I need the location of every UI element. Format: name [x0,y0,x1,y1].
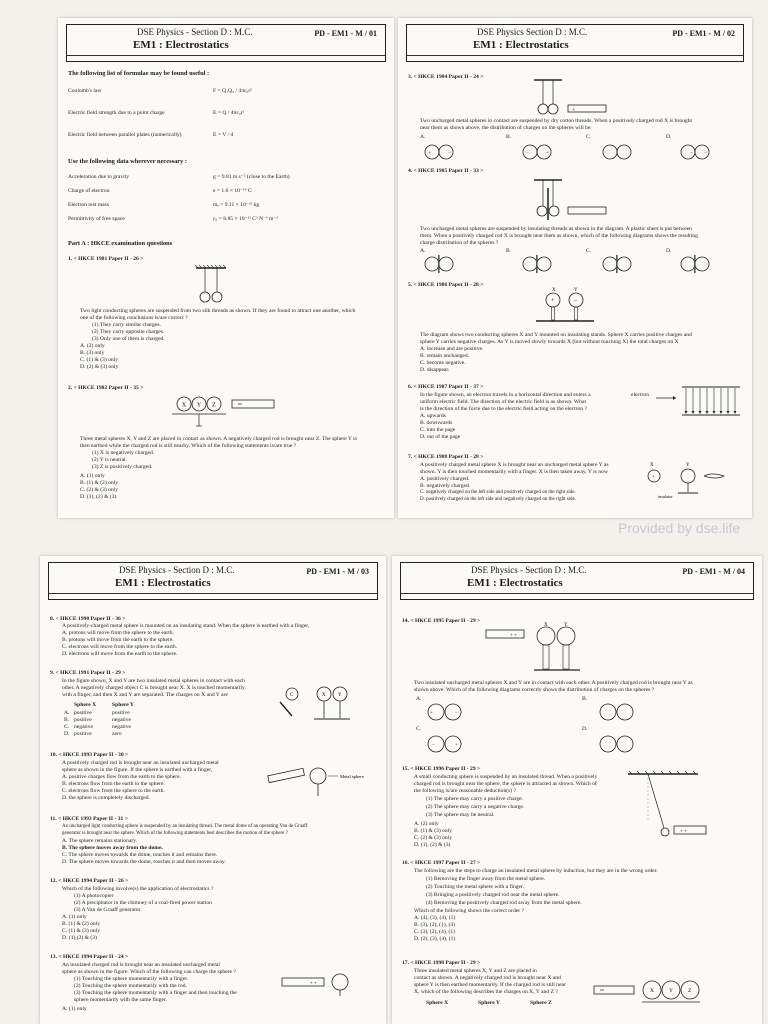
statement: (3) A Van de Graaff generator [74,907,141,913]
page-header [66,24,386,62]
svg-text:Metal sphere: Metal sphere [340,774,364,779]
question-head: 13. < HKCE 1994 Paper II - 24 > [50,954,129,960]
option: D. the sphere is completely discharged. [62,795,150,801]
svg-text:+ +: + + [680,829,687,835]
row-letter: A. [64,710,70,716]
option: A. (1) only [80,473,105,479]
question-text: charged rod is brought near the sphere, the sphere is attracted as shown. Which of [414,781,597,787]
option: A. [420,248,426,254]
data-value: g = 9.81 m s⁻² (close to the Earth) [213,174,290,180]
question-text: sphere as shown in the figure. Which of the following can charge the sphere ? [62,969,236,975]
option: A. [416,696,422,702]
svg-text:+: + [428,151,431,156]
option: B. electrons flow from the earth to the sphere. [62,781,165,787]
page-header [400,562,754,600]
cell: positive [112,710,130,716]
option: D. (1), (2) & (3) [414,842,451,848]
question-text: shown above. Which of the following diagrams correctly shows the distribution of charges on the spheres ? [414,687,655,693]
question-text: A positively charged metal sphere X is brought near an uncharged metal sphere Y as [420,462,609,468]
statement: (1) Removing the finger away from the metal sphere. [426,876,546,882]
question-head: 1. < HKCE 1981 Paper II - 26 > [68,256,144,262]
svg-text:Y: Y [686,463,690,468]
q1-figure [196,266,236,306]
statement: (2) They carry opposite charges. [92,329,165,335]
question-head: 4. < HKCE 1985 Paper II - 33 > [408,168,484,174]
svg-text:Y: Y [669,988,673,994]
q10-figure [266,758,376,798]
option: C. into the page [420,427,456,433]
question-head: 17. < HKCE 1998 Paper II - 29 > [402,960,481,966]
cell: positive [74,717,92,723]
svg-text:−: − [690,151,693,156]
svg-text:−: − [704,151,707,156]
data-name: Acceleration due to gravity [68,174,130,180]
statement: (1) They carry similar charges. [92,322,161,328]
data-heading: Use the following data wherever necessary : [68,158,188,165]
q9-figure [276,682,376,726]
cell: negative [112,724,131,730]
q2-figure [170,392,280,428]
question-head: 15. < HKCE 1996 Paper II - 29 > [402,766,481,772]
q7-figure [646,458,746,498]
option: D. [666,134,672,140]
option: B. (1) & (2) only [62,921,101,927]
question-text: one of the following conclusions is/are correct ? [80,315,188,321]
question-text: In the figure shown, X and Y are two insulated metal spheres in contact with each [62,678,245,684]
formula-name: Electric field between parallel plates (numerically) [68,132,182,138]
option: A. protons will move from the sphere to the earth. [62,630,175,636]
option: C. The sphere moves towards the dome, touches it and remains there. [62,852,218,858]
question-text: the following is/are reasonable deduction(s) ? [414,788,517,794]
question-text: other. A negatively charged object C is brought near X. X is touched momentarily [62,685,245,691]
option: C. (2) & (3) only [80,487,119,493]
q4-figure [528,178,608,222]
question-text: them. When a positively charged rod X is brought near them as shown, which of the following diagrams shows the resulting [420,233,698,239]
page-04 [392,556,762,1024]
formula-expr: E = Q / 4πε₀r² [213,110,245,116]
q3-options-figure [424,142,734,164]
question-text: sphere as shown in the figure. If the sphere is earthed with a finger, [62,767,213,773]
option: C. [586,134,592,140]
option: B. (1) & (3) only [414,828,453,834]
svg-text:−: − [526,151,529,156]
option: A. (4), (3), (4), (1) [414,915,456,921]
svg-text:−: − [432,743,435,748]
sphere-label: X [181,402,187,409]
header-subtitle: EM1 : Electrostatics [467,577,563,589]
question-text: charge distribution of the spheres ? [420,240,499,246]
q13-figure [280,966,376,996]
q14-figure [484,620,604,676]
table-header: Sphere Y [112,702,134,708]
question-head: 12. < HKCE 1994 Paper II - 26 > [50,878,129,884]
header-subtitle: EM1 : Electrostatics [473,39,569,51]
formula-heading: The following list of formulae may be found useful : [68,70,210,77]
question-text: The diagram shows two conducting spheres X and Y mounted on insulating stands. Sphere X carries positive charges and [420,332,692,338]
option: A. upwards [420,413,446,419]
svg-text:X: X [650,988,654,994]
option: C. electrons flow from the sphere to the earth. [62,788,165,794]
data-value: mₑ = 9.11 × 10⁻³¹ kg [213,202,260,208]
question-text: Which of the following involve(s) the application of electrostatics ? [62,886,214,892]
header-subtitle: EM1 : Electrostatics [115,577,211,589]
q14-options-figure [426,702,676,758]
option: B. negatively charged. [420,483,471,489]
option: D. out of the page [420,434,461,440]
svg-text:−: − [455,711,458,716]
statement: (1) Touching the sphere momentarily with a finger. [74,976,189,982]
cell: zero [112,731,122,737]
electron-label: electron [631,392,650,398]
option: A. positively charged. [420,476,470,482]
svg-text:−: − [574,298,578,304]
question-text: then earthed while the charged rod is still nearby. Which of the following statements is/are true ? [80,443,297,449]
svg-text:X: X [544,623,548,628]
option: B. remain unchanged. [420,353,470,359]
page-03 [40,556,386,1024]
option: C. become negative. [420,360,466,366]
svg-text:+: + [652,475,655,480]
svg-text:+: + [551,298,555,304]
option: D. (2) & (3) only [80,364,119,370]
option: D. (1), (2) & (3) [80,494,117,500]
svg-text:C: C [290,693,294,698]
option: C. (3), (2), (4), (1) [414,929,456,935]
header-code: PD - EM1 - M / 04 [682,567,745,576]
statement: (1) X is negatively charged. [92,450,155,456]
svg-text:Y: Y [564,623,568,628]
svg-text:Z: Z [688,988,692,994]
statement: (3) Only one of them is charged. [92,336,165,342]
q15-figure [626,770,716,850]
svg-text:+: + [546,151,549,156]
q4-options-figure [424,254,734,276]
svg-text:−: − [448,151,451,156]
question-text: Two insulated uncharged metal spheres X and Y are in contact with each other. A positively charged rod is brought near Y as [414,680,693,686]
svg-text:+ +: + + [510,633,517,639]
statement: (3) The sphere may be neutral. [426,812,495,818]
row-letter: C. [64,724,70,730]
option: C. [586,248,592,254]
header-code: PD - EM1 - M / 02 [672,29,735,38]
option: D. positively charged on the left side and negatively charged on the right side. [420,497,577,502]
cell: negative [112,717,131,723]
question-text: shown. Y is then touched momentarily with a finger. X is then taken away. Y is now [420,469,608,475]
option: B. The sphere moves away from the dome. [62,845,163,851]
question-head: 8. < HKCE 1990 Paper II - 36 > [50,616,126,622]
sphere-label: Z [212,402,216,409]
q17-figure [592,972,742,1012]
option: C. [416,726,422,732]
option: D. (1),(2) & (3) [62,935,97,941]
option: A. (2) only [414,821,439,827]
svg-text:+: + [455,743,458,748]
svg-text:X: X [322,693,326,698]
table-header: Sphere Z [530,1000,552,1006]
question-text: contact as shown. A negatively charged rod is brought near X and [414,975,561,981]
page-01 [58,18,394,518]
question-text: An uncharged light conducting sphere is suspended by an insulating thread. The metal dome of an operating Van de Graaff [62,824,308,829]
svg-text:X: X [552,288,556,293]
header-title: DSE Physics Section D : M.C. [477,27,588,37]
statement: sphere momentarily with the same finger. [74,997,167,1003]
statement: (2) A precipitator in the chimney of a coal-fired power station [74,900,212,906]
option: B. [506,248,512,254]
option: D. (2), (3), (4), (1) [414,936,456,942]
q3-figure [528,78,608,118]
question-text: Which of the following shows the correct order ? [414,908,524,914]
cell: positive [74,731,92,737]
cell: negative [74,724,93,730]
svg-text:Y: Y [574,288,578,293]
statement: (4) Removing the positively charged rod away from the metal sphere. [426,900,582,906]
formula-name: Coulomb's law [68,88,102,94]
question-text: uniform electric field. The direction of the electric field is as shown. What [420,399,586,405]
q5-figure [534,286,604,326]
header-title: DSE Physics - Section D : M.C. [119,565,235,575]
option: D. The sphere moves towards the dome, touches it and then moves away. [62,859,226,865]
data-value: e = 1.6 × 10⁻¹⁹ C [213,188,252,194]
option: B. downwards [420,420,453,426]
option: A. The sphere remains stationary. [62,838,138,844]
statement: (2) Touching the sphere momentarily with the rod. [74,983,187,989]
option: C. electrons will move from the sphere to the earth. [62,644,178,650]
question-head: 14. < HKCE 1995 Paper II - 29 > [402,618,481,624]
option: D. [666,248,672,254]
row-letter: B. [64,717,70,723]
question-head: 5. < HKCE 1986 Paper II - 28 > [408,282,484,288]
statement: (2) The sphere may carry a negative charge. [426,804,525,810]
option: D. disappear. [420,367,450,373]
question-text: X, which of the following describes the charges on X, Y and Z ? [414,989,558,995]
header-subtitle: EM1 : Electrostatics [133,39,229,51]
question-head: 2. < HKCE 1982 Paper II - 35 > [68,385,144,391]
row-letter: D. [64,731,70,737]
option: A. (2) only [80,343,105,349]
question-head: 16. < HKCE 1997 Paper II - 27 > [402,860,481,866]
option: C. negatively charged on the left side and positively charged on the right side. [420,490,576,495]
header-code: PD - EM1 - M / 03 [306,567,369,576]
question-text: near them as shown above, the distribution of charges on the spheres will be [420,125,591,131]
table-header: Sphere X [74,702,97,708]
option: A. (1) only [62,1006,87,1012]
question-head: 3. < HKCE 1984 Paper II - 24 > [408,74,484,80]
question-head: 7. < HKCE 1988 Paper II - 28 > [408,454,484,460]
svg-text:Y: Y [338,693,342,698]
option: B. (3) only [80,350,105,356]
data-name: Electron rest mass [68,202,110,208]
question-text: In the figure shown, an electron travels in a horizontal direction and enters a [420,392,591,398]
question-text: Two light conducting spheres are suspended from two silk threads as shown. If they are found to attract one another, which [80,308,356,314]
question-head: 6. < HKCE 1987 Paper II - 37 > [408,384,484,390]
q6-field-figure [656,384,746,420]
statement: (3) Touching the sphere momentarily with a finger and then touching the [74,990,237,996]
option: A. positive charges flow from the earth to the sphere. [62,774,182,780]
data-name: Permittivity of free space [68,216,125,222]
svg-text:+: + [572,108,575,113]
statement: (1) A photocopier [74,893,114,899]
option: C. (1) & (3) only [62,928,101,934]
question-head: 10. < HKCE 1993 Paper II - 30 > [50,752,129,758]
data-name: Charge of electron [68,188,110,194]
question-text: sphere Y is then earthed momentarily. If the charged rod is still near [414,982,566,988]
statement: (2) Y is neutral. [92,457,128,463]
header-code: PD - EM1 - M / 01 [314,29,377,38]
question-text: is the direction of the force due to the electric field acting on the electron ? [420,406,587,412]
table-header: Sphere Y [478,1000,500,1006]
option: B. protons will move from the earth to the sphere. [62,637,174,643]
question-text: The following are the steps to charge an insulated metal sphere by induction, but they are in the wrong order. [414,868,658,874]
table-header: Sphere X [426,1000,449,1006]
svg-text:+: + [430,711,433,716]
statement: (2) Touching the metal sphere with a finger. [426,884,524,890]
statement: (3) Z is positively charged. [92,464,153,470]
option: B. [582,696,588,702]
question-text: generator is brought near the sphere. Which of the following statements best describes the motion of the sphere ? [62,831,288,836]
option: D. electrons will move from the earth to the sphere. [62,651,178,657]
header-title: DSE Physics - Section D : M.C. [471,565,587,575]
question-text: with a finger, and then X and Y are separated. The charges on X and Y are [62,692,228,698]
question-text: Three insulated metal spheres X, Y and Z are placed in [414,968,537,974]
question-head: 9. < HKCE 1991 Paper II - 29 > [50,670,126,676]
header-title: DSE Physics - Section D : M.C. [137,27,253,37]
option: D. [582,726,588,732]
option: A. increase and are positive. [420,346,484,352]
statement: (1) The sphere may carry a positive charge. [426,796,524,802]
question-text: A positively-charged metal sphere is mounted on an insulating stand. When the sphere is earthed with a finger, [62,623,310,629]
formula-expr: F = Q₁Q₂ / 4πε₀r² [213,88,252,94]
page-header [406,24,744,62]
data-value: ε₀ = 8.85 × 10⁻¹² C² N⁻¹ m⁻² [213,216,279,222]
question-text: An insulated charged rod is brought near an insulated uncharged metal [62,962,220,968]
sphere-label: Y [196,402,202,409]
option: C. (2) & (3) only [414,835,453,841]
question-text: A positively charged rod is brought near an insulated uncharged metal [62,760,219,766]
svg-text:+ +: + + [310,981,317,987]
question-text: Two uncharged metal spheres are suspended by insulating threads as shown in the diagram. A plastic sheet is put between [420,226,692,232]
option: A. (1) only [62,914,87,920]
question-text: sphere Y carries negative charges. As Y is moved slowly towards X (but without touching X) the total charges on X [420,339,679,345]
option: C. (1) & (3) only [80,357,119,363]
option: B. [506,134,512,140]
question-text: A small conducting sphere is suspended by an insulated thread. When a positively [414,774,598,780]
page-header [48,562,378,600]
svg-text:X: X [650,463,654,468]
question-text: Three metal spheres X, Y and Z are placed in contact as shown. A negatively charged rod is brought near Z. The sphere Y is [80,436,357,442]
option: B. (3), (2), (1), (4) [414,922,456,928]
question-text: Two uncharged metal spheres in contact are suspended by dry cotton threads. When a positively charged rod X is brought [420,118,693,124]
statement: (3) Bringing a positively charged rod near the metal sphere. [426,892,560,898]
svg-text:insulator: insulator [658,494,673,499]
question-head: 11. < HKCE 1993 Paper II - 31 > [50,816,128,822]
option: B. (1) & (2) only [80,480,119,486]
formula-expr: E = V / d [213,132,234,138]
page-02 [398,18,752,518]
formula-name: Electric field strength due to a point charge [68,110,165,116]
option: A. [420,134,426,140]
part-heading: Part A : HKCE examination questions [68,240,173,247]
cell: positive [74,710,92,716]
watermark: Provided by dse.life [618,520,741,536]
